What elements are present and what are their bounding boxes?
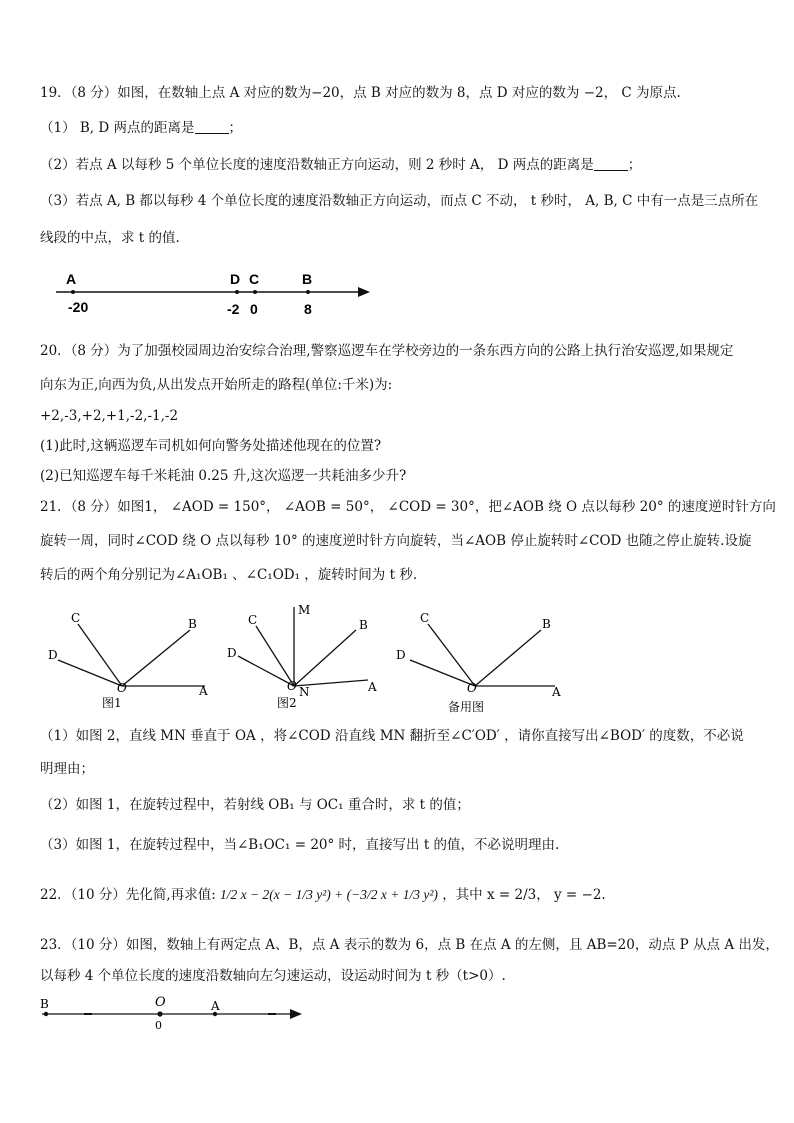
q20-values: +2,-3,+2,+1,-2,-1,-2: [40, 408, 179, 424]
point-a-label: A: [66, 271, 77, 287]
q22-heading: 22．（10 分）先化简,再求值:: [40, 887, 216, 903]
q21-part2: （2）如图 1，在旋转过程中，若射线 OB₁ 与 OC₁ 重合时，求 t 的值；: [40, 797, 470, 813]
q23-line1: 23．（10 分）如图，数轴上有两定点 A、B，点 A 表示的数为 6，点 B 在点 A 的左侧，且 AB=20，动点 P 从点 A 出发，: [40, 937, 779, 953]
q19-part3-line1: （3）若点 A, B 都以每秒 4 个单位长度的速度沿数轴正方向运动，而点 C 不动， t 秒时， A, B, C 中有一点是三点所在: [40, 193, 759, 209]
tick-label-a: -20: [68, 299, 89, 315]
q23-label-a: A: [211, 999, 220, 1013]
q19-heading: 19．（8 分）如图，在数轴上点 A 对应的数为−20，点 B 对应的数为 8，点 D 对应的数为 −2， C 为原点.: [40, 85, 681, 101]
q21-part1-line1: （1）如图 2，直线 MN 垂直于 OA ，将∠COD 沿直线 MN 翻折至∠C′OD′ ，请你直接写出∠BOD′ 的度数，不必说: [40, 728, 744, 744]
q21-line3: 转后的两个角分别记为∠A₁OB₁ 、∠C₁OD₁ ，旋转时间为 t 秒.: [40, 567, 418, 583]
q22-condition: ，其中 x = 2/3， y = −2.: [442, 887, 606, 903]
fig3-label-d: D: [396, 648, 406, 662]
fig1-label-o: O: [117, 681, 127, 695]
fig2-label-o: O: [287, 679, 297, 693]
point-d-label: D: [230, 271, 241, 287]
point-c-label: C: [249, 271, 260, 287]
q23-label-b: B: [40, 997, 49, 1011]
fig1-caption: 图1: [102, 696, 122, 710]
tick-label-d: -2: [227, 301, 240, 317]
tick-label-c: 0: [250, 301, 258, 317]
q20-line1: 20．（8 分）为了加强校园周边治安综合治理,警察巡逻车在学校旁边的一条东西方向的公路上执行治安巡逻,如果规定: [40, 343, 734, 359]
q21-line1: 21．（8 分）如图1， ∠AOD = 150°， ∠AOB = 50°， ∠COD = 30°，把∠AOB 绕 O 点以每秒 20° 的速度逆时针方向: [40, 499, 776, 515]
q19-part2-text: （2）若点 A 以每秒 5 个单位长度的速度沿数轴正方向运动，则 2 秒时 A， D 两点的距离是: [40, 157, 594, 173]
fig1-label-d: D: [48, 648, 58, 662]
fig2-label-m: M: [298, 603, 311, 617]
q20-line2: 向东为正,向西为负,从出发点开始所走的路程(单位:千米)为:: [40, 377, 393, 393]
q19-part3-line2: 线段的中点，求 t 的值.: [40, 230, 180, 246]
q19-part1-text: （1） B, D 两点的距离是: [40, 120, 195, 136]
q21-part3: （3）如图 1，在旋转过程中，当∠B₁OC₁ = 20° 时，直接写出 t 的值，不必说明理由.: [40, 837, 560, 853]
fig2-label-d: D: [227, 646, 237, 660]
q20-part1: (1)此时,这辆巡逻车司机如何向警务处描述他现在的位置?: [40, 438, 382, 454]
point-b-label: B: [302, 271, 313, 287]
fig1-label-a: A: [199, 684, 208, 698]
q20-part2: (2)已知巡逻车每千米耗油 0.25 升,这次巡逻一共耗油多少升?: [40, 468, 407, 484]
q19-part2-end: ；: [627, 157, 642, 173]
fig2-caption: 图2: [277, 696, 297, 710]
q23-line2: 以每秒 4 个单位长度的速度沿数轴向左匀速运动，设运动时间为 t 秒（t>0）.: [40, 968, 506, 984]
fig3-label-o: O: [467, 681, 477, 695]
fig3-label-c: C: [420, 611, 430, 625]
fig3-label-a: A: [552, 685, 561, 699]
q23-label-o: O: [155, 995, 166, 1010]
q23-label-zero: 0: [155, 1019, 162, 1032]
fig3-label-b: B: [542, 617, 551, 631]
fig1-label-c: C: [71, 611, 81, 625]
q21-part1-line2: 明理由；: [40, 761, 94, 777]
fig2-label-b: B: [359, 618, 368, 632]
fig2-label-n: N: [299, 685, 310, 699]
fig1-label-b: B: [188, 617, 197, 631]
q21-line2: 旋转一周，同时∠COD 绕 O 点以每秒 10° 的速度逆时针方向旋转，当∠AOB 停止旋转时∠COD 也随之停止旋转.设旋: [40, 533, 752, 549]
fig2-label-c: C: [248, 613, 258, 627]
q22-expression: 1/2 x − 2(x − 1/3 y²) + (−3/2 x + 1/3 y²): [220, 887, 438, 902]
fig2-label-a: A: [368, 680, 377, 694]
q19-part1-end: ；: [228, 120, 242, 136]
fig3-caption: 备用图: [448, 700, 485, 714]
tick-label-b: 8: [304, 301, 312, 317]
